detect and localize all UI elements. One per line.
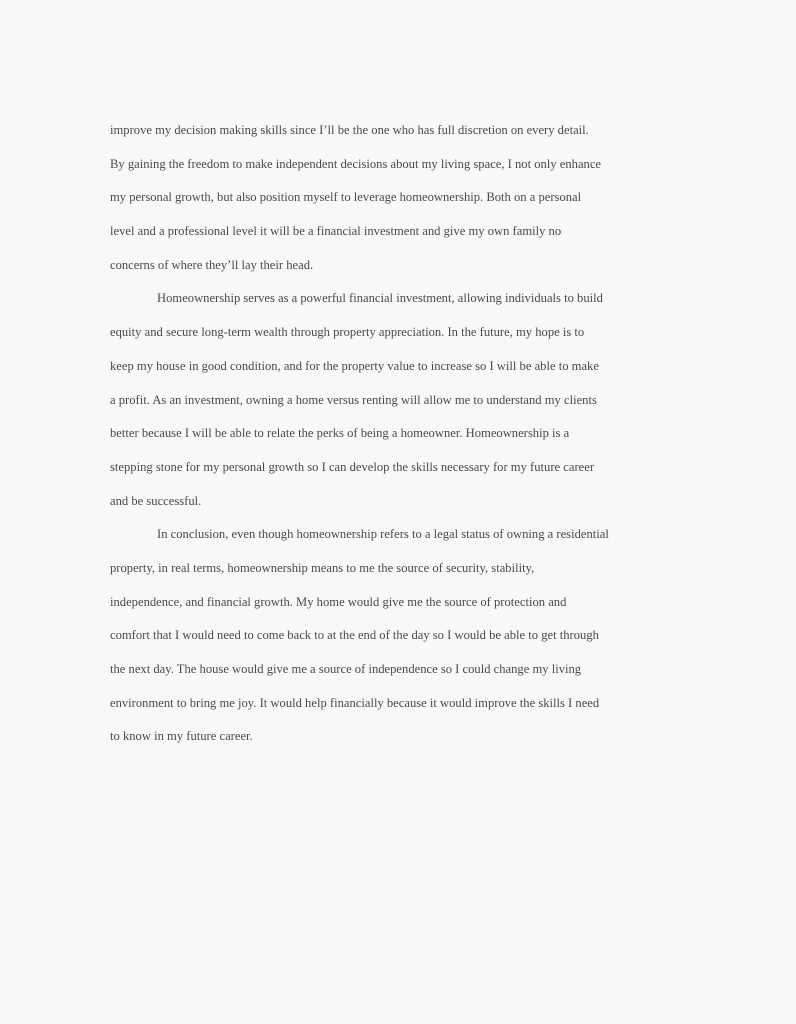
paragraph-start-line: In conclusion, even though homeownership refers to a legal status of owning a residential xyxy=(157,527,609,542)
text-line: to know in my future career. xyxy=(110,729,253,744)
text-line: environment to bring me joy. It would help financially because it would improve the skills I need xyxy=(110,695,600,710)
paragraph-start-line: Homeownership serves as a powerful financial investment, allowing individuals to build xyxy=(157,291,603,306)
text-line: level and a professional level it will be a financial investment and give my own family no xyxy=(110,224,562,239)
text-line: the next day. The house would give me a source of independence so I could change my living xyxy=(110,662,582,676)
text-line: my personal growth, but also position myself to leverage homeownership. Both on a personal xyxy=(110,190,582,205)
text-line: equity and secure long-term wealth through property appreciation. In the future, my hope is to xyxy=(110,325,585,340)
text-line: improve my decision making skills since I’ll be the one who has full discretion on every detail. xyxy=(110,123,589,137)
text-line: stepping stone for my personal growth so I can develop the skills necessary for my future career xyxy=(110,459,595,474)
essay-text xyxy=(110,114,700,754)
text-line: a profit. As an investment, owning a home versus renting will allow me to understand my clients xyxy=(110,392,597,407)
text-line: and be successful. xyxy=(110,493,202,508)
text-line: concerns of where they’ll lay their head. xyxy=(110,257,314,272)
text-line: By gaining the freedom to make independent decisions about my living space, I not only enhance xyxy=(110,156,602,171)
text-line: better because I will be able to relate the perks of being a homeowner. Homeownership is a xyxy=(110,426,570,441)
text-line: keep my house in good condition, and for the property value to increase so I will be able to make xyxy=(110,358,599,373)
text-line: property, in real terms, homeownership means to me the source of security, stability, xyxy=(110,560,535,575)
text-line: comfort that I would need to come back to at the end of the day so I would be able to get through xyxy=(110,628,599,643)
text-line: independence, and financial growth. My home would give me the source of protection and xyxy=(110,594,567,609)
